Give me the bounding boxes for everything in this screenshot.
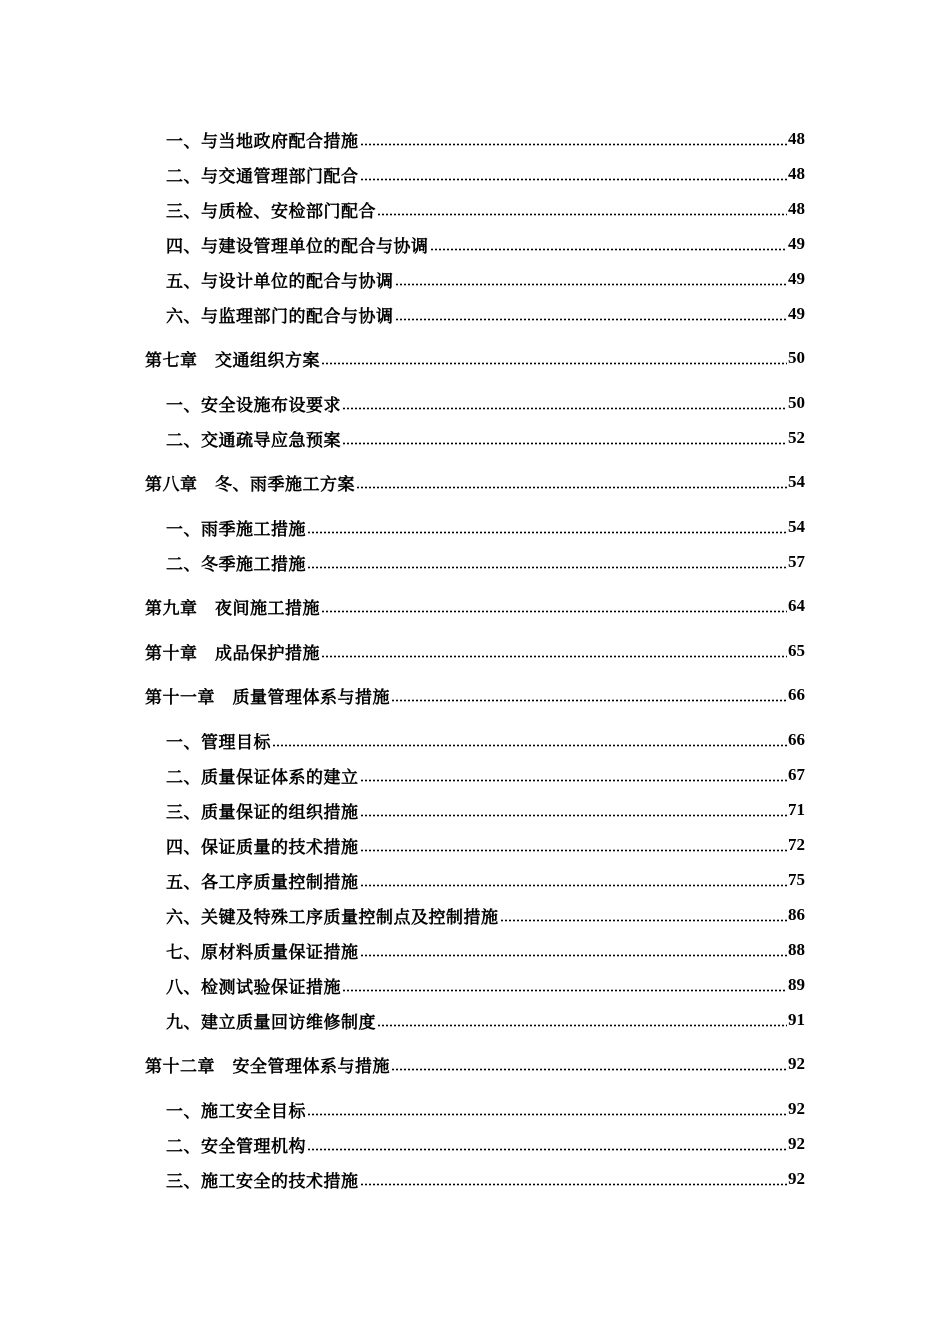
toc-entry-title: 二、安全管理机构 (166, 1136, 306, 1157)
toc-page-number: 92 (788, 1099, 805, 1118)
dot-leader (321, 362, 787, 365)
toc-page-number: 89 (788, 975, 805, 994)
toc-entry[interactable] (166, 389, 805, 417)
dot-leader (321, 610, 787, 613)
dot-leader (321, 655, 787, 658)
toc-entry-title: 一、雨季施工措施 (166, 519, 306, 540)
dot-leader (307, 1113, 787, 1116)
toc-chapter-entry[interactable] (145, 1050, 805, 1078)
toc-entry-title: 四、与建设管理单位的配合与协调 (166, 236, 429, 257)
toc-entry[interactable] (166, 761, 805, 789)
toc-chapter-entry[interactable] (145, 681, 805, 709)
toc-entry-title: 第十一章 质量管理体系与措施 (145, 687, 390, 708)
dot-leader (377, 1024, 787, 1027)
toc-chapter-entry[interactable] (145, 468, 805, 496)
toc-page-number: 52 (788, 428, 805, 447)
toc-page-number: 75 (788, 870, 805, 889)
toc-entry-title: 第九章 夜间施工措施 (145, 598, 320, 619)
toc-entry[interactable] (166, 1095, 805, 1123)
toc-entry[interactable] (166, 796, 805, 824)
toc-page-number: 88 (788, 940, 805, 959)
toc-entry[interactable] (166, 1006, 805, 1034)
toc-entry[interactable] (166, 230, 805, 258)
dot-leader (342, 989, 787, 992)
toc-entry[interactable] (166, 125, 805, 153)
dot-leader (360, 954, 788, 957)
toc-page-number: 66 (788, 730, 805, 749)
toc-entry[interactable] (166, 424, 805, 452)
toc-chapter-entry[interactable] (145, 344, 805, 372)
toc-page-number: 50 (788, 348, 805, 367)
toc-entry-title: 三、质量保证的组织措施 (166, 802, 359, 823)
dot-leader (360, 1183, 788, 1186)
dot-leader (342, 442, 787, 445)
dot-leader (360, 143, 788, 146)
toc-page-number: 57 (788, 552, 805, 571)
dot-leader (395, 283, 788, 286)
toc-entry[interactable] (166, 548, 805, 576)
toc-page-number: 50 (788, 393, 805, 412)
toc-entry-title: 第十章 成品保护措施 (145, 643, 320, 664)
toc-entry-title: 八、检测试验保证措施 (166, 977, 341, 998)
dot-leader (391, 1068, 787, 1071)
toc-entry-title: 第七章 交通组织方案 (145, 350, 320, 371)
toc-entry[interactable] (166, 265, 805, 293)
toc-entry-title: 一、管理目标 (166, 732, 271, 753)
dot-leader (360, 178, 788, 181)
toc-page-number: 92 (788, 1054, 805, 1073)
toc-page-number: 54 (788, 517, 805, 536)
toc-page-number: 48 (788, 129, 805, 148)
toc-entry[interactable] (166, 726, 805, 754)
toc-page-number: 49 (788, 234, 805, 253)
toc-entry[interactable] (166, 936, 805, 964)
toc-page-number: 49 (788, 304, 805, 323)
toc-page-number: 48 (788, 164, 805, 183)
toc-entry-title: 六、与监理部门的配合与协调 (166, 306, 394, 327)
toc-page-number: 48 (788, 199, 805, 218)
toc-entry[interactable] (166, 1165, 805, 1193)
dot-leader (272, 744, 787, 747)
dot-leader (342, 407, 787, 410)
toc-entry-title: 三、与质检、安检部门配合 (166, 201, 376, 222)
toc-page-number: 67 (788, 765, 805, 784)
toc-page-number: 54 (788, 472, 805, 491)
toc-page-number: 92 (788, 1134, 805, 1153)
toc-entry-title: 二、交通疏导应急预案 (166, 430, 341, 451)
toc-entry[interactable] (166, 866, 805, 894)
dot-leader (307, 1148, 787, 1151)
toc-entry-title: 三、施工安全的技术措施 (166, 1171, 359, 1192)
toc-entry-title: 二、质量保证体系的建立 (166, 767, 359, 788)
toc-entry-title: 一、与当地政府配合措施 (166, 131, 359, 152)
toc-entry-title: 七、原材料质量保证措施 (166, 942, 359, 963)
toc-page-number: 92 (788, 1169, 805, 1188)
dot-leader (360, 779, 788, 782)
toc-page-number: 71 (788, 800, 805, 819)
toc-page-number: 91 (788, 1010, 805, 1029)
toc-entry-title: 一、安全设施布设要求 (166, 395, 341, 416)
toc-entry-title: 五、与设计单位的配合与协调 (166, 271, 394, 292)
toc-entry-title: 五、各工序质量控制措施 (166, 872, 359, 893)
toc-entry-title: 二、与交通管理部门配合 (166, 166, 359, 187)
toc-entry[interactable] (166, 160, 805, 188)
toc-entry[interactable] (166, 901, 805, 929)
toc-entry-title: 六、关键及特殊工序质量控制点及控制措施 (166, 907, 499, 928)
dot-leader (360, 814, 788, 817)
toc-entry-title: 九、建立质量回访维修制度 (166, 1012, 376, 1033)
toc-chapter-entry[interactable] (145, 592, 805, 620)
toc-entry[interactable] (166, 1130, 805, 1158)
toc-chapter-entry[interactable] (145, 637, 805, 665)
toc-entry[interactable] (166, 831, 805, 859)
toc-entry[interactable] (166, 195, 805, 223)
toc-entry[interactable] (166, 971, 805, 999)
toc-entry-title: 第八章 冬、雨季施工方案 (145, 474, 355, 495)
dot-leader (307, 531, 787, 534)
toc-page-number: 65 (788, 641, 805, 660)
dot-leader (430, 248, 788, 251)
toc-entry-title: 一、施工安全目标 (166, 1101, 306, 1122)
toc-page-number: 86 (788, 905, 805, 924)
toc-entry-title: 四、保证质量的技术措施 (166, 837, 359, 858)
toc-page-number: 66 (788, 685, 805, 704)
dot-leader (360, 849, 788, 852)
toc-entry[interactable] (166, 513, 805, 541)
dot-leader (391, 699, 787, 702)
dot-leader (307, 566, 787, 569)
toc-entry-title: 第十二章 安全管理体系与措施 (145, 1056, 390, 1077)
dot-leader (395, 318, 788, 321)
dot-leader (377, 213, 787, 216)
dot-leader (360, 884, 788, 887)
dot-leader (356, 486, 787, 489)
toc-entry-title: 二、冬季施工措施 (166, 554, 306, 575)
toc-page-number: 72 (788, 835, 805, 854)
dot-leader (500, 919, 788, 922)
toc-entry[interactable] (166, 300, 805, 328)
toc-page-number: 64 (788, 596, 805, 615)
toc-page-number: 49 (788, 269, 805, 288)
